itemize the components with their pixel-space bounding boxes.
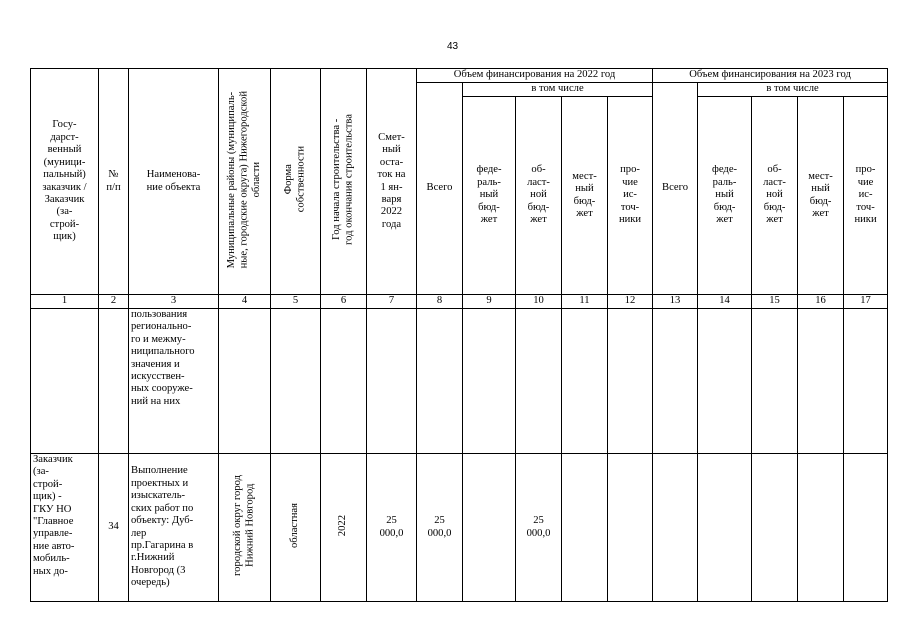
header-total-2022: Всего — [417, 83, 463, 295]
column-number: 16 — [798, 295, 844, 309]
cell-total-2022 — [417, 309, 463, 454]
cell-federal-2023 — [698, 454, 752, 602]
cell-district: городской округ город Нижний Новгород — [219, 454, 271, 602]
header-customer: Госу- дарст- венный (муници- пальный) заказчик / Заказчик (за- строй- щик) — [31, 69, 99, 295]
column-number: 12 — [608, 295, 653, 309]
column-number: 15 — [752, 295, 798, 309]
header-financing-2022: Объем финансирования на 2022 год — [417, 69, 653, 83]
cell-local-2023 — [798, 454, 844, 602]
cell-customer: Заказчик (за- строй- щик) - ГКУ НО "Главное управле- ние авто- мобиль- ных до- — [31, 454, 99, 602]
cell-federal-2022 — [463, 454, 516, 602]
column-number: 14 — [698, 295, 752, 309]
header-other-2022: про- чие ис- точ- ники — [608, 97, 653, 295]
header-regional-2022: об- ласт- ной бюд- жет — [516, 97, 562, 295]
cell-regional-2022: 25 000,0 — [516, 454, 562, 602]
cell-federal-2023 — [698, 309, 752, 454]
cell-other-2022 — [608, 454, 653, 602]
cell-total-2023 — [653, 454, 698, 602]
cell-other-2022 — [608, 309, 653, 454]
column-number: 8 — [417, 295, 463, 309]
header-federal-2022: феде- раль- ный бюд- жет — [463, 97, 516, 295]
cell-years — [321, 309, 367, 454]
cell-balance — [367, 309, 417, 454]
cell-total-2023 — [653, 309, 698, 454]
page-number: 43 — [446, 41, 459, 52]
cell-object: пользования регионально- го и межму- ниципального значения и искусствен- ных сооруже- ний на них — [129, 309, 219, 454]
cell-federal-2022 — [463, 309, 516, 454]
column-number: 5 — [271, 295, 321, 309]
cell-regional-2022 — [516, 309, 562, 454]
table-row — [31, 309, 888, 454]
column-number: 17 — [844, 295, 888, 309]
header-regional-2023: об- ласт- ной бюд- жет — [752, 97, 798, 295]
header-years: Год начала строительства - год окончания строительства — [321, 69, 367, 295]
column-number: 13 — [653, 295, 698, 309]
table-row — [31, 454, 888, 602]
cell-regional-2023 — [752, 309, 798, 454]
financing-table — [30, 68, 888, 602]
cell-balance: 25 000,0 — [367, 454, 417, 602]
column-number: 10 — [516, 295, 562, 309]
header-local-2022: мест- ный бюд- жет — [562, 97, 608, 295]
cell-customer — [31, 309, 99, 454]
cell-other-2023 — [844, 309, 888, 454]
header-balance: Смет- ный оста- ток на 1 ян- варя 2022 года — [367, 69, 417, 295]
column-number: 1 — [31, 295, 99, 309]
column-number: 11 — [562, 295, 608, 309]
header-including-2023: в том числе — [698, 83, 888, 97]
header-federal-2023: феде- раль- ный бюд- жет — [698, 97, 752, 295]
column-number-row — [31, 295, 888, 309]
header-object-name: Наименова- ние объекта — [129, 69, 219, 295]
header-number: № п/п — [99, 69, 129, 295]
cell-local-2022 — [562, 454, 608, 602]
cell-total-2022: 25 000,0 — [417, 454, 463, 602]
cell-number — [99, 309, 129, 454]
cell-local-2023 — [798, 309, 844, 454]
cell-district — [219, 309, 271, 454]
column-number: 2 — [99, 295, 129, 309]
cell-years: 2022 — [321, 454, 367, 602]
header-financing-2023: Объем финансирования на 2023 год — [653, 69, 888, 83]
cell-other-2023 — [844, 454, 888, 602]
column-number: 4 — [219, 295, 271, 309]
header-districts: Муниципальные районы (муниципаль- ные, городские округа) Нижегородской области — [219, 69, 271, 295]
header-ownership: Форма собственности — [271, 69, 321, 295]
cell-number: 34 — [99, 454, 129, 602]
cell-regional-2023 — [752, 454, 798, 602]
column-number: 7 — [367, 295, 417, 309]
cell-object: Выполнение проектных и изыскатель- ских работ по объекту: Дуб- лер пр.Гагарина в г.Нижний Новгород (3 очередь) — [129, 454, 219, 602]
header-total-2023: Всего — [653, 83, 698, 295]
cell-ownership: областная — [271, 454, 321, 602]
column-number: 9 — [463, 295, 516, 309]
cell-ownership — [271, 309, 321, 454]
header-other-2023: про- чие ис- точ- ники — [844, 97, 888, 295]
header-including-2022: в том числе — [463, 83, 653, 97]
cell-local-2022 — [562, 309, 608, 454]
column-number: 6 — [321, 295, 367, 309]
column-number: 3 — [129, 295, 219, 309]
header-local-2023: мест- ный бюд- жет — [798, 97, 844, 295]
